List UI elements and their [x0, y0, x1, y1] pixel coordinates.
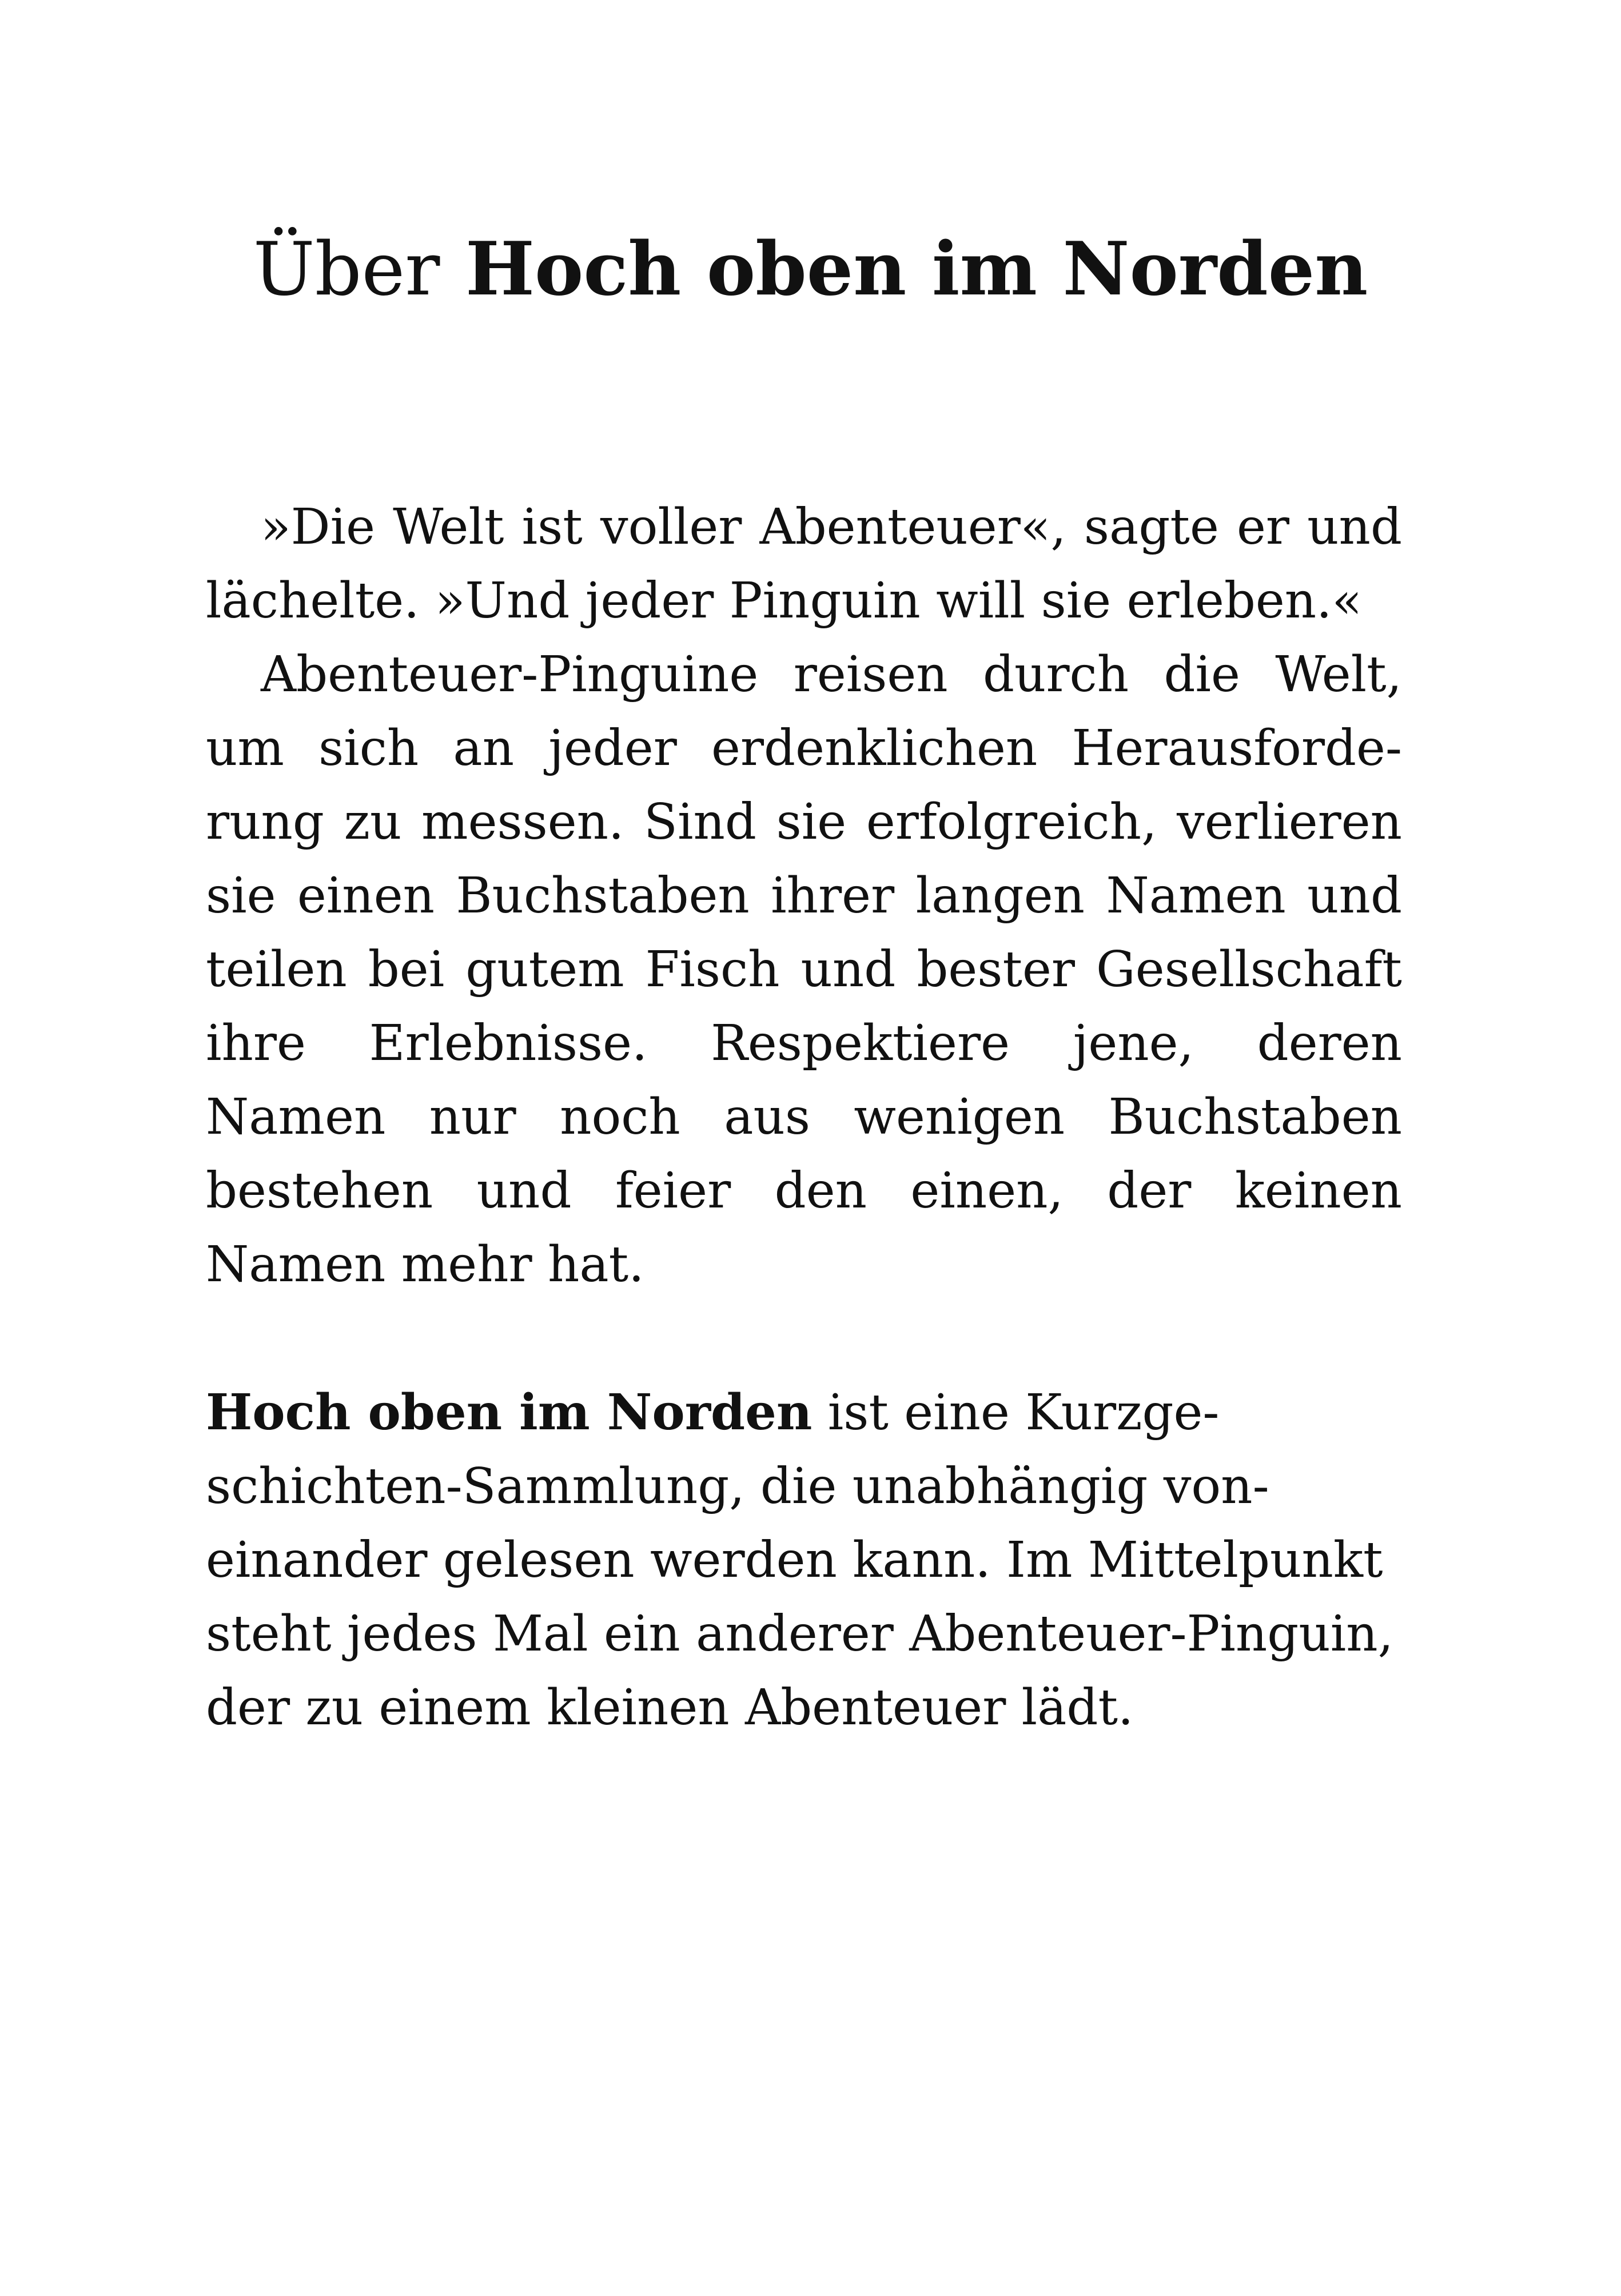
title-book-name: Hoch oben im Norden	[465, 226, 1368, 312]
description-book-name: Hoch oben im Norden	[206, 1384, 813, 1441]
title-lead: Über	[253, 227, 440, 312]
description-paragraph	[206, 1376, 1402, 1745]
description-text: ist eine Kurzgeschichten-Sammlung, die unabhängig voneinander gelesen werden kann. Im Mittelpunkt steht jedes Mal ein anderer Abenteuer-Pinguin, der zu einem kleinen Abenteuer lädt.	[206, 1384, 1393, 1736]
page-title	[0, 226, 1621, 314]
page-body	[206, 491, 1402, 1745]
paragraph-spacer	[206, 1302, 1402, 1376]
intro-paragraph: Abenteuer-Pinguine reisen durch die Welt, um sich an jeder erdenklichen Herausforderung zu messen. Sind sie erfolgreich, verlieren sie einen Buchstaben ihrer langen Namen und teilen bei gutem Fisch und bester Gesellschaft ihre Erlebnisse. Respektiere jene, deren Namen nur noch aus wenigen Buchstaben bestehen und feier den einen, der keinen Namen mehr hat.	[206, 646, 1402, 1293]
quote-paragraph: »Die Welt ist voller Abenteuer«, sagte er und lächelte. »Und jeder Pinguin will sie erleben.«	[206, 499, 1402, 629]
